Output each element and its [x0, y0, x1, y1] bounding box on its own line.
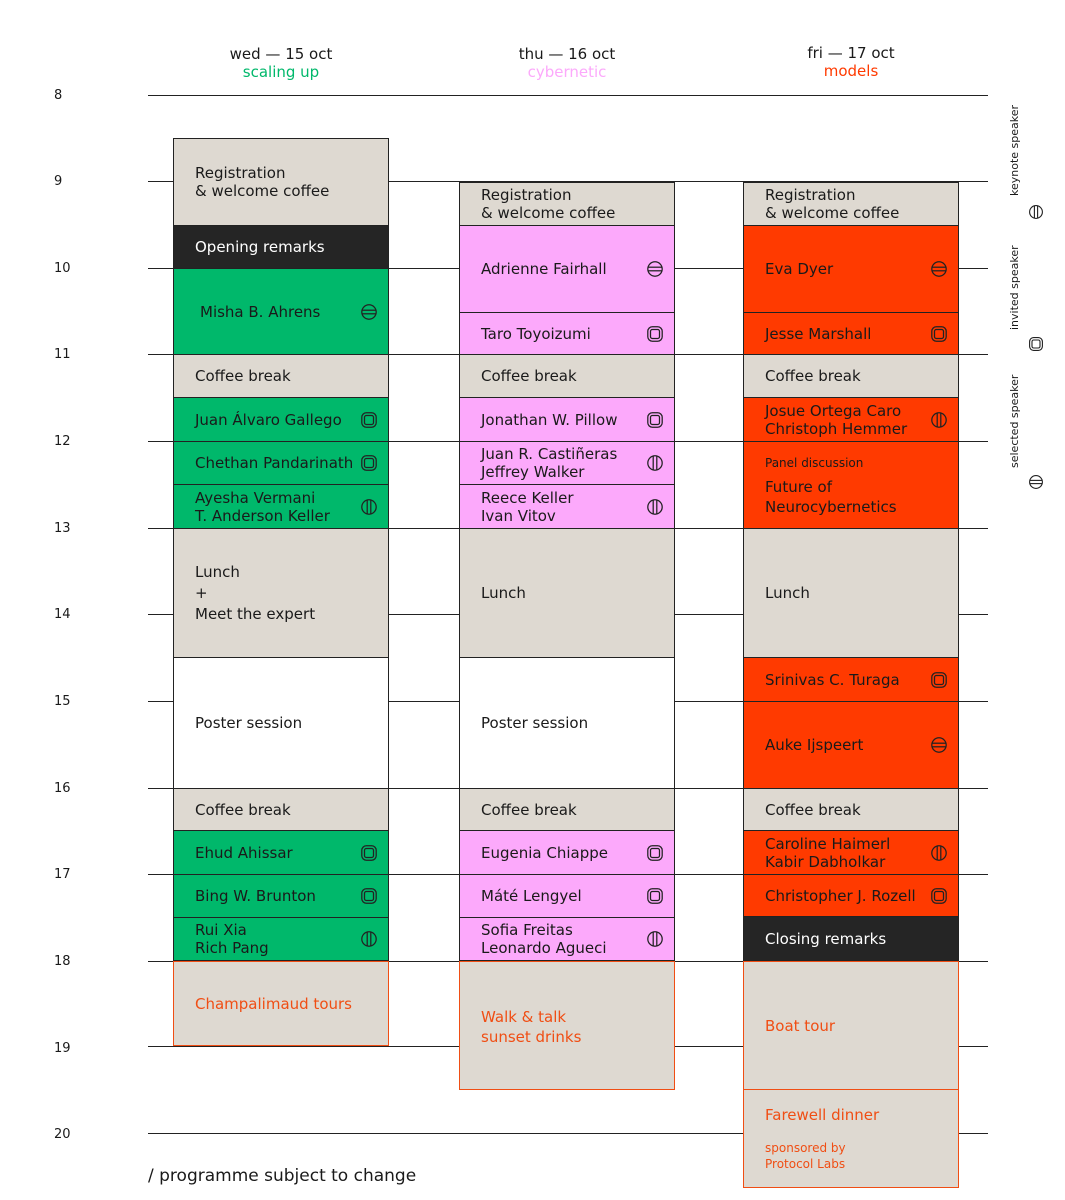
hour-label-15: 15: [54, 694, 71, 709]
legend-label: keynote speaker: [1008, 104, 1021, 196]
thu-lunch: [459, 528, 675, 658]
hour-label-13: 13: [54, 521, 71, 536]
speaker-name: Josue Ortega Caro: [765, 401, 902, 420]
thu-talk-keller: [459, 484, 675, 529]
invited-speaker-icon: [360, 411, 378, 429]
selected-speaker-icon: [930, 844, 948, 862]
keynote-speaker-icon: [930, 260, 948, 278]
day-header-thu: [459, 45, 675, 81]
selected-speaker-icon: [360, 498, 378, 516]
wed-champalimaud-tours: [173, 961, 389, 1046]
speaker-name: Leonardo Agueci: [481, 939, 607, 957]
invited-speaker-icon: [360, 887, 378, 905]
wed-coffee-break-am: [173, 354, 389, 398]
day-header-fri: [743, 44, 959, 80]
legend-invited: [1008, 244, 1065, 330]
day-theme: models: [823, 62, 879, 80]
day-date: fri — 17 oct: [807, 44, 895, 62]
block-line: sunset drinks: [481, 1028, 582, 1046]
thu-poster-session: [459, 657, 675, 789]
speaker-name: Máté Lengyel: [481, 887, 582, 905]
hour-label-16: 16: [54, 781, 71, 796]
speaker-name: Jesse Marshall: [765, 324, 872, 343]
day-theme: cybernetic: [527, 63, 607, 81]
day-header-wed: [173, 45, 389, 81]
hour-label-9: 9: [54, 174, 63, 189]
speaker-name: T. Anderson Keller: [195, 506, 330, 525]
legend-selected: [1008, 374, 1065, 468]
invited-speaker-icon: [930, 671, 948, 689]
speaker-name: Chethan Pandarinath: [195, 454, 354, 472]
fri-talk-dyer: [743, 225, 959, 313]
speaker-name: Kabir Dabholkar: [765, 852, 886, 871]
thu-talk-fairhall: [459, 225, 675, 313]
block-title: Coffee break: [481, 367, 577, 385]
hour-label-12: 12: [54, 434, 71, 449]
selected-speaker-icon: [360, 930, 378, 948]
wed-talk-ahrens: [173, 268, 389, 355]
speaker-name: Taro Toyoizumi: [481, 324, 591, 343]
keynote-speaker-icon: [360, 303, 378, 321]
keynote-speaker-icon: [646, 260, 664, 278]
block-title: Coffee break: [765, 800, 861, 819]
block-title: Lunch: [481, 584, 526, 602]
thu-talk-castineras: [459, 441, 675, 485]
wed-talk-xia: [173, 917, 389, 961]
selected-speaker-icon: [930, 411, 948, 429]
speaker-name: Eva Dyer: [765, 260, 834, 278]
speaker-name: Adrienne Fairhall: [481, 260, 607, 278]
day-theme: scaling up: [242, 63, 320, 81]
fri-coffee-break-pm: [743, 788, 959, 831]
panel-title: Future of: [765, 478, 832, 496]
block-line: Walk & talk: [481, 1008, 567, 1026]
day-date: wed — 15 oct: [229, 45, 333, 63]
block-title: Boat tour: [765, 1016, 836, 1035]
hour-label-11: 11: [54, 347, 71, 362]
speaker-name: Srinivas C. Turaga: [765, 670, 900, 689]
speaker-name: Jonathan W. Pillow: [481, 410, 618, 429]
speaker-name: Jeffrey Walker: [481, 463, 585, 481]
fri-talk-turaga: [743, 657, 959, 702]
thu-talk-freitas: [459, 917, 675, 961]
hour-label-18: 18: [54, 954, 71, 969]
fri-farewell-dinner: [743, 1089, 959, 1188]
legend-keynote: [1008, 104, 1065, 196]
panel-label: Panel discussion: [765, 456, 864, 470]
thu-coffee-break-pm: [459, 788, 675, 831]
selected-speaker-icon: [646, 454, 664, 472]
wed-talk-gallego: [173, 397, 389, 442]
invited-speaker-icon: [360, 844, 378, 862]
speaker-name: Ehud Ahissar: [195, 843, 293, 862]
speaker-name: Ivan Vitov: [481, 506, 556, 525]
block-title: Poster session: [195, 714, 303, 732]
thu-talk-chiappe: [459, 830, 675, 875]
block-line: Registration: [481, 186, 572, 204]
block-title: Coffee break: [195, 367, 291, 385]
thu-registration: [459, 182, 675, 226]
block-line: & welcome coffee: [195, 182, 330, 200]
speaker-name: Sofia Freitas: [481, 921, 573, 939]
wed-coffee-break-pm: [173, 788, 389, 831]
fri-talk-rozell: [743, 874, 959, 917]
speaker-name: Bing W. Brunton: [195, 887, 316, 905]
thu-coffee-break-am: [459, 354, 675, 398]
speaker-name: Misha B. Ahrens: [200, 302, 321, 321]
sponsor-line: sponsored by: [765, 1141, 846, 1155]
block-line: Registration: [765, 186, 856, 204]
fri-talk-ijspeert: [743, 701, 959, 789]
fri-coffee-break-am: [743, 354, 959, 398]
block-title: Champalimaud tours: [195, 994, 352, 1013]
speaker-name: Christopher J. Rozell: [765, 886, 916, 905]
speaker-name: Juan R. Castiñeras: [481, 445, 618, 463]
hour-label-19: 19: [54, 1041, 71, 1056]
wed-poster-session: [173, 657, 389, 789]
thu-walk-and-talk: [459, 961, 675, 1090]
block-title: Closing remarks: [765, 929, 887, 948]
speaker-name: Rich Pang: [195, 939, 269, 957]
keynote-speaker-icon: [930, 736, 948, 754]
legend-label: invited speaker: [1008, 245, 1021, 330]
invited-speaker-icon: [360, 454, 378, 472]
selected-speaker-icon: [1028, 474, 1044, 490]
hour-label-14: 14: [54, 607, 71, 622]
speaker-name: Ayesha Vermani: [195, 488, 316, 507]
block-title: Poster session: [481, 714, 589, 732]
block-title: Lunch: [765, 584, 810, 602]
fri-talk-haimerl: [743, 830, 959, 875]
block-line: Lunch: [195, 562, 240, 581]
fri-talk-marshall: [743, 312, 959, 355]
speaker-name: Rui Xia: [195, 921, 247, 939]
thu-talk-pillow: [459, 397, 675, 442]
block-line: & welcome coffee: [765, 204, 900, 222]
wed-talk-pandarinath: [173, 441, 389, 485]
wed-talk-ahissar: [173, 830, 389, 875]
fri-lunch: [743, 528, 959, 658]
programme-note: / programme subject to change: [148, 1166, 417, 1186]
legend-label: selected speaker: [1008, 374, 1021, 468]
block-title: Coffee break: [481, 800, 577, 819]
invited-speaker-icon: [1028, 336, 1044, 352]
hour-label-10: 10: [54, 261, 71, 276]
block-line: Meet the expert: [195, 604, 316, 623]
hour-line: [148, 95, 988, 96]
invited-speaker-icon: [930, 325, 948, 343]
fri-panel-discussion: [743, 441, 959, 529]
invited-speaker-icon: [646, 887, 664, 905]
hour-label-20: 20: [54, 1127, 71, 1142]
speaker-name: Juan Álvaro Gallego: [195, 410, 342, 429]
wed-talk-vermani: [173, 484, 389, 529]
block-line: Registration: [195, 164, 286, 182]
block-title: Coffee break: [765, 367, 861, 385]
hour-label-17: 17: [54, 867, 71, 882]
invited-speaker-icon: [930, 887, 948, 905]
sponsor-line: Protocol Labs: [765, 1157, 846, 1171]
wed-registration: [173, 138, 389, 226]
block-line: +: [195, 583, 208, 602]
hour-label-8: 8: [54, 88, 63, 103]
block-title: Coffee break: [195, 800, 291, 819]
speaker-name: Reece Keller: [481, 488, 574, 507]
thu-talk-toyoizumi: [459, 312, 675, 355]
fri-closing-remarks: [743, 916, 959, 961]
invited-speaker-icon: [646, 844, 664, 862]
speaker-name: Christoph Hemmer: [765, 419, 908, 438]
speaker-name: Auke Ijspeert: [765, 736, 864, 754]
block-title: Farewell dinner: [765, 1106, 880, 1124]
panel-title: Neurocybernetics: [765, 498, 897, 516]
fri-boat-tour: [743, 961, 959, 1090]
speaker-name: Eugenia Chiappe: [481, 843, 608, 862]
day-date: thu — 16 oct: [518, 45, 616, 63]
wed-lunch: [173, 528, 389, 658]
fri-talk-ortega: [743, 397, 959, 442]
block-line: & welcome coffee: [481, 204, 616, 222]
invited-speaker-icon: [646, 325, 664, 343]
fri-registration: [743, 182, 959, 226]
thu-talk-lengyel: [459, 874, 675, 918]
keynote-speaker-icon: [1028, 204, 1044, 220]
speaker-name: Caroline Haimerl: [765, 834, 891, 853]
wed-opening-remarks: [173, 225, 389, 269]
selected-speaker-icon: [646, 930, 664, 948]
wed-talk-brunton: [173, 874, 389, 918]
block-title: Opening remarks: [195, 238, 325, 256]
selected-speaker-icon: [646, 498, 664, 516]
invited-speaker-icon: [646, 411, 664, 429]
